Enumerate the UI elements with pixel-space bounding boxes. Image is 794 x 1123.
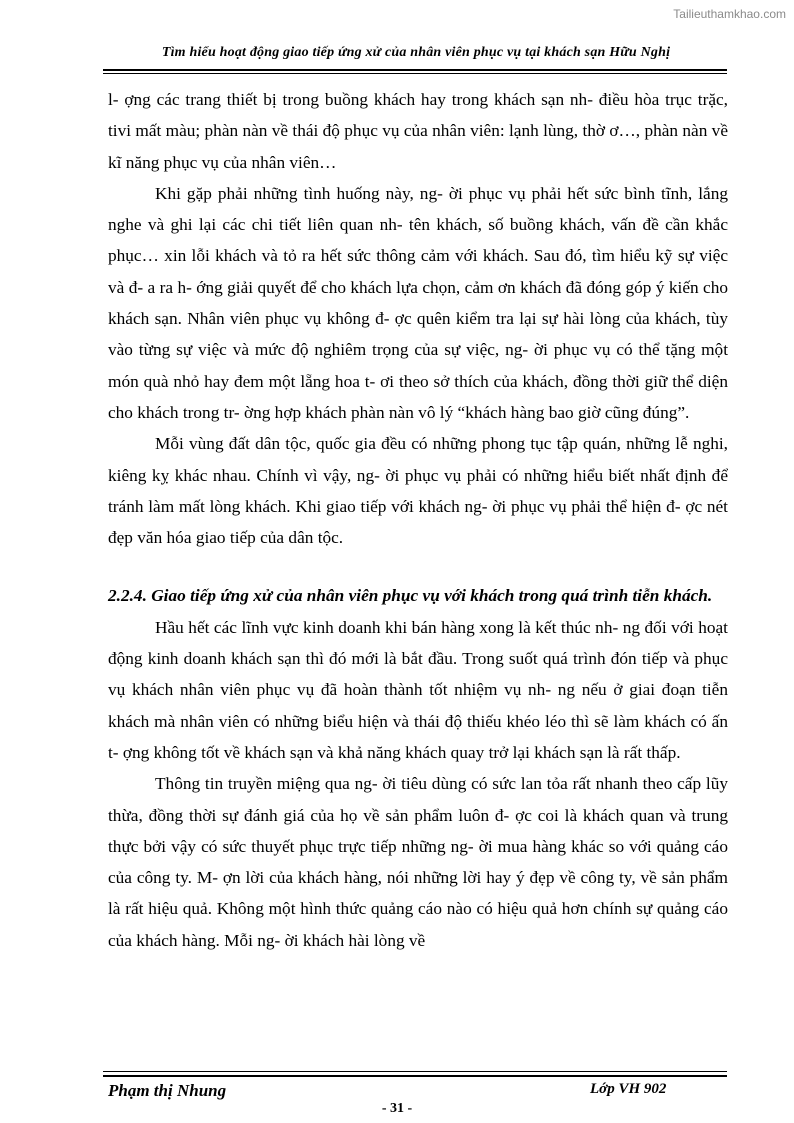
header-rule-thin bbox=[103, 73, 727, 74]
class-label: Lớp VH 902 bbox=[590, 1081, 667, 1097]
paragraph-1: l- ợng các trang thiết bị trong buồng khách hay trong khách sạn nh- điều hòa trục trặc, tivi mất màu; phàn nàn về thái độ phục vụ của nhân viên: lạnh lùng, thờ ơ…, phàn nàn về kĩ năng phục vụ của nhân viên… bbox=[108, 90, 728, 172]
paragraph-3: Mỗi vùng đất dân tộc, quốc gia đều có những phong tục tập quán, những lễ nghi, kiêng kỵ khác nhau. Chính vì vậy, ng- ời phục vụ phải có những hiểu biết nhất định để tránh làm mất lòng khách. Khi giao tiếp với khách ng- ời phục vụ phải thể hiện đ- ợc nét đẹp văn hóa giao tiếp của dân tộc. bbox=[108, 434, 728, 548]
paragraph-5: Thông tin truyền miệng qua ng- ời tiêu dùng có sức lan tỏa rất nhanh theo cấp lũy thừa, đồng thời sự đánh giá của họ về sản phẩm luôn đ- ợc coi là khách quan và trung thực bởi vậy có sức thuyết phục trực tiếp những ng- ời mua hàng khác so với quảng cáo của công ty. M- ợn lời của khách hàng, nói những lời hay ý đẹp về công ty, về sản phẩm là rất hiệu quả. Không một hình thức quảng cáo nào có hiệu quả hơn chính sự quảng cáo của khách hàng. Mỗi ng- ời khách hài lòng về bbox=[108, 774, 728, 950]
paragraph-2: Khi gặp phải những tình huống này, ng- ời phục vụ phải hết sức bình tĩnh, lắng nghe và ghi lại các chi tiết liên quan nh- tên khách, số buồng khách, vấn đề cần khắc phục… xin lỗi khách và tỏ ra hết sức thông cảm với khách. Sau đó, tìm hiểu kỹ sự việc và đ- a ra h- ớng giải quyết để cho khách lựa chọn, cảm ơn khách đã đóng góp ý kiến cho khách sạn. Nhân viên phục vụ không đ- ợc quên kiểm tra lại sự hài lòng của khách, tùy vào từng sự việc và mức độ nghiêm trọng của sự việc, ng- ời phục vụ có thể tặng một món quà nhỏ hay đem một lẵng hoa t- ơi theo sở thích của khách, đồng thời giữ thể diện cho khách trong tr- ờng hợp khách phàn nàn vô lý “khách hàng bao giờ cũng đúng”. bbox=[108, 183, 728, 422]
footer-rule-thin bbox=[103, 1071, 727, 1072]
running-header: Tìm hiểu hoạt động giao tiếp ứng xử của nhân viên phục vụ tại khách sạn Hữu Nghị bbox=[161, 45, 671, 60]
page-body bbox=[108, 84, 728, 956]
section-gap bbox=[108, 553, 728, 568]
watermark: Tailieuthamkhao.com bbox=[673, 7, 786, 21]
page-number: - 31 - bbox=[381, 1101, 413, 1116]
paragraph-4: Hầu hết các lĩnh vực kinh doanh khi bán hàng xong là kết thúc nh- ng đối với hoạt động kinh doanh khách sạn thì đó mới là bắt đầu. Trong suốt quá trình đón tiếp và phục vụ khách nhân viên phục vụ đã hoàn thành tốt nhiệm vụ nh- ng nếu ở giai đoạn tiễn khách mà nhân viên có những biểu hiện và thái độ thiếu khéo léo thì sẽ làm khách có ấn t- ợng không tốt về khách sạn và khả năng khách quay trở lại khách sạn là rất thấp. bbox=[108, 617, 728, 762]
author-name: Phạm thị Nhung bbox=[108, 1081, 227, 1100]
footer-rule-thick bbox=[103, 1075, 727, 1077]
section-heading: 2.2.4. Giao tiếp ứng xử của nhân viên phục vụ với khách trong quá trình tiễn khách. bbox=[108, 586, 713, 606]
header-rule-thick bbox=[103, 69, 727, 71]
